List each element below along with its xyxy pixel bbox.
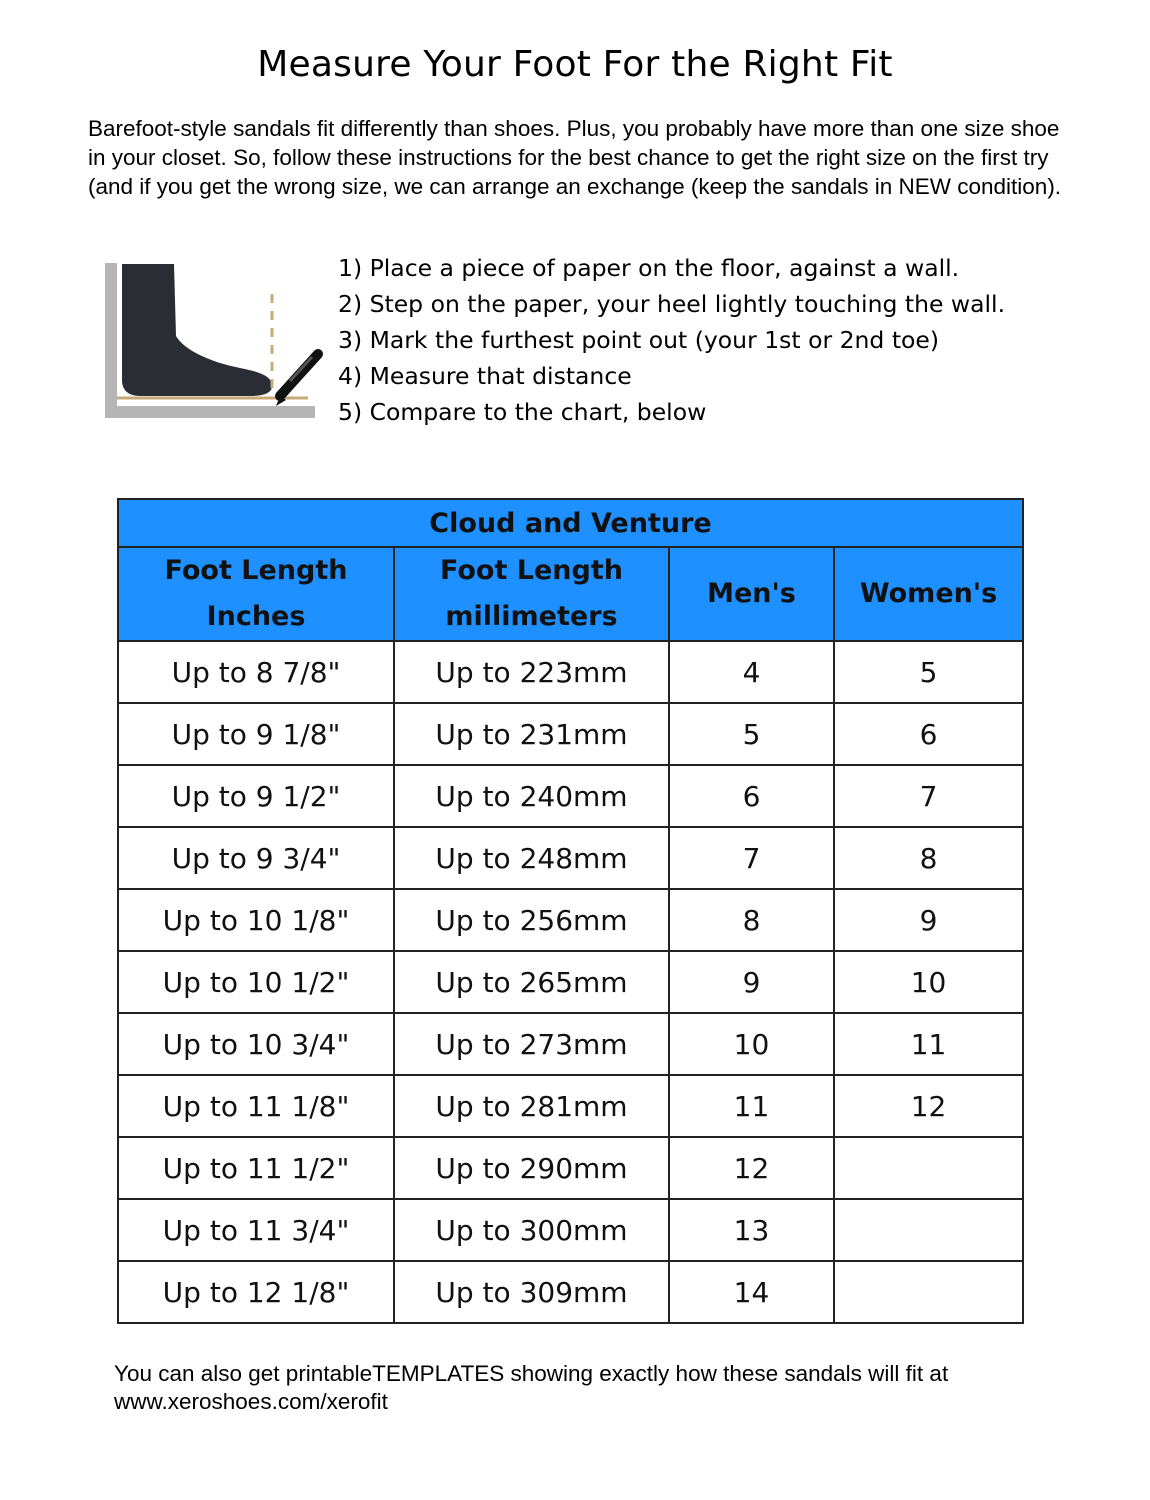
cell-womens: 5	[834, 641, 1023, 703]
cell-mm: Up to 240mm	[394, 765, 669, 827]
table-row	[118, 1013, 1023, 1075]
cell-inches: Up to 10 1/2"	[118, 951, 394, 1013]
cell-womens: 9	[834, 889, 1023, 951]
cell-womens	[834, 1199, 1023, 1261]
footer-note: You can also get printableTEMPLATES showing exactly how these sandals will fit at www.xeroshoes.com/xerofit	[114, 1361, 949, 1414]
cell-womens: 10	[834, 951, 1023, 1013]
header-foot-length-inches	[118, 547, 394, 641]
step-2: 2) Step on the paper, your heel lightly touching the wall.	[338, 290, 1006, 318]
table-row	[118, 1261, 1023, 1323]
cell-mm: Up to 273mm	[394, 1013, 669, 1075]
cell-inches: Up to 11 1/2"	[118, 1137, 394, 1199]
table-caption: Cloud and Venture	[118, 499, 1023, 547]
table-row	[118, 827, 1023, 889]
size-chart-table	[117, 498, 1024, 1324]
cell-womens: 6	[834, 703, 1023, 765]
step-3: 3) Mark the furthest point out (your 1st or 2nd toe)	[338, 326, 940, 354]
page-title: Measure Your Foot For the Right Fit	[257, 44, 893, 85]
cell-inches: Up to 11 3/4"	[118, 1199, 394, 1261]
header-foot-length-mm	[394, 547, 669, 641]
header-mens: Men's	[669, 547, 834, 641]
cell-inches: Up to 10 1/8"	[118, 889, 394, 951]
cell-mens: 4	[669, 641, 834, 703]
cell-mens: 11	[669, 1075, 834, 1137]
cell-mm: Up to 300mm	[394, 1199, 669, 1261]
cell-mm: Up to 265mm	[394, 951, 669, 1013]
header-line: Inches	[206, 601, 306, 632]
cell-mm: Up to 309mm	[394, 1261, 669, 1323]
cell-mens: 7	[669, 827, 834, 889]
cell-mens: 9	[669, 951, 834, 1013]
cell-inches: Up to 9 3/4"	[118, 827, 394, 889]
table-row	[118, 951, 1023, 1013]
foot-measure-icon	[100, 258, 330, 428]
cell-mens: 13	[669, 1199, 834, 1261]
cell-mens: 6	[669, 765, 834, 827]
cell-inches: Up to 12 1/8"	[118, 1261, 394, 1323]
table-body	[118, 641, 1023, 1323]
cell-inches: Up to 9 1/2"	[118, 765, 394, 827]
step-5: 5) Compare to the chart, below	[338, 398, 707, 426]
table-row	[118, 765, 1023, 827]
cell-inches: Up to 9 1/8"	[118, 703, 394, 765]
cell-womens: 7	[834, 765, 1023, 827]
cell-mm: Up to 290mm	[394, 1137, 669, 1199]
table-row	[118, 641, 1023, 703]
header-line: millimeters	[445, 601, 618, 632]
cell-womens	[834, 1137, 1023, 1199]
cell-womens: 11	[834, 1013, 1023, 1075]
cell-mens: 8	[669, 889, 834, 951]
table-row	[118, 889, 1023, 951]
cell-mens: 12	[669, 1137, 834, 1199]
table-row	[118, 1137, 1023, 1199]
cell-womens: 12	[834, 1075, 1023, 1137]
instruction-steps	[338, 250, 1118, 430]
header-line: Foot Length	[440, 555, 623, 586]
cell-mm: Up to 281mm	[394, 1075, 669, 1137]
cell-womens	[834, 1261, 1023, 1323]
cell-inches: Up to 10 3/4"	[118, 1013, 394, 1075]
cell-inches: Up to 8 7/8"	[118, 641, 394, 703]
table-row	[118, 1199, 1023, 1261]
cell-mens: 10	[669, 1013, 834, 1075]
cell-inches: Up to 11 1/8"	[118, 1075, 394, 1137]
header-line: Foot Length	[164, 555, 348, 586]
header-womens: Women's	[834, 547, 1023, 641]
cell-mm: Up to 256mm	[394, 889, 669, 951]
step-4: 4) Measure that distance	[338, 362, 632, 390]
table-row	[118, 703, 1023, 765]
foot-icon	[122, 264, 272, 396]
cell-mm: Up to 223mm	[394, 641, 669, 703]
step-1: 1) Place a piece of paper on the floor, against a wall.	[338, 254, 960, 282]
intro-paragraph: Barefoot-style sandals fit differently than shoes. Plus, you probably have more than one size shoe in your closet. So, follow these instructions for the best chance to get the right size on the first try (and if you get the wrong size, we can arrange an exchange (keep the sandals in NEW condition).	[88, 116, 1062, 199]
cell-mm: Up to 231mm	[394, 703, 669, 765]
cell-mm: Up to 248mm	[394, 827, 669, 889]
table-row	[118, 1075, 1023, 1137]
cell-mens: 5	[669, 703, 834, 765]
cell-mens: 14	[669, 1261, 834, 1323]
cell-womens: 8	[834, 827, 1023, 889]
